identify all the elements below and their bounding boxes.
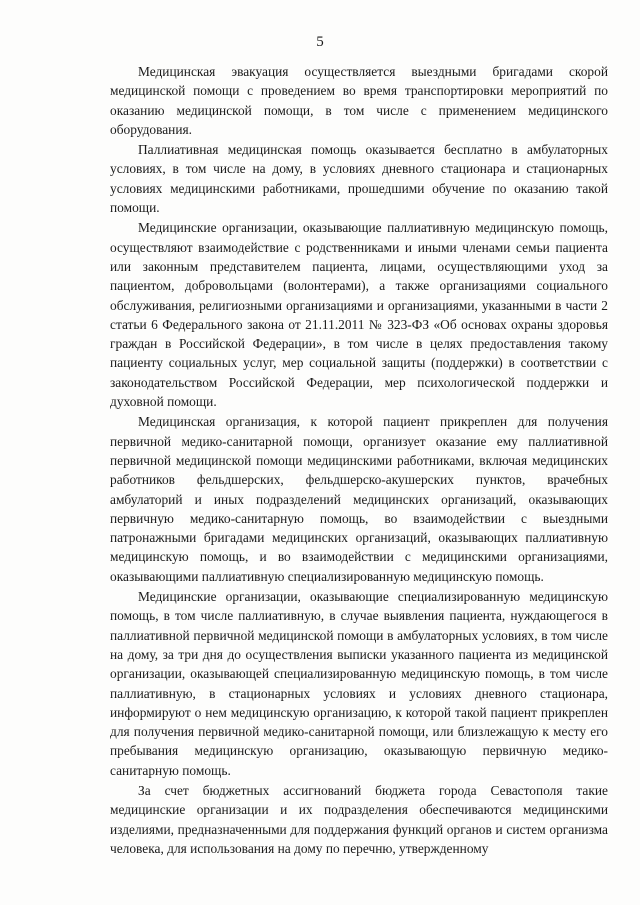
paragraph-budget-funding: За счет бюджетных ассигнований бюджета города Севастополя такие медицинские организации и их подразделения обеспечиваются медицинскими изделиями, предназначенными для поддержания функций органов и систем организма человека, для использования на дому по перечню, утвержденному: [110, 782, 608, 856]
paragraph-specialized-care: Медицинские организации, оказывающие специализированную медицинскую помощь, в том числе паллиативную, в случае выявления пациента, нуждающегося в паллиативной первичной медицинской помощи в амбулаторных условиях, в том числе на дому, за три дня до осуществления выписки указанного пациента из медицинской организации, оказывающей специализированную медицинскую помощь, в том числе паллиативную, в стационарных условиях и условиях дневного стационара, информируют о нем медицинскую организацию, к которой такой пациент прикреплен для получения первичной медико-санитарной помощи, или близлежащую к месту его пребывания медицинскую организацию, оказывающую первичную медико-санитарную помощь.: [110, 589, 608, 778]
paragraph-palliative-care: Паллиативная медицинская помощь оказывается бесплатно в амбулаторных условиях, в том числе на дому, в условиях дневного стационара и стационарных условиях медицинскими работниками, прошедшими обучение по оказанию такой помощи.: [110, 142, 608, 216]
page-number: 5: [316, 34, 324, 50]
paragraph-primary-care-organization: Медицинская организация, к которой пациент прикреплен для получения первичной медико-санитарной помощи, организует оказание ему паллиативной первичной медицинской помощи медицинскими работниками, включая медицинских работников фельдшерских, фельдшерско-акушерских пунктов, врачебных амбулаторий и иных подразделений медицинских организаций, оказывающих первичную медико-санитарную помощь, во взаимодействии с выездными патронажными бригадами медицинских организаций, оказывающих паллиативную медицинскую помощь, и во взаимодействии с медицинскими организациями, оказывающими паллиативную специализированную медицинскую помощь.: [110, 414, 608, 584]
paragraph-medical-evacuation: Медицинская эвакуация осуществляется выездными бригадами скорой медицинской помощи с проведением во время транспортировки мероприятий по оказанию медицинской помощи, в том числе с применением медицинского оборудования.: [110, 64, 608, 137]
document-body: [110, 62, 608, 858]
paragraph-organizations-interaction: Медицинские организации, оказывающие паллиативную медицинскую помощь, осуществляют взаимодействие с родственниками и иными членами семьи пациента или законным представителем пациента, лицами, осуществляющими уход за пациентом, добровольцами (волонтерами), а также организациями социального обслуживания, религиозными организациями и организациями, указанными в части 2 статьи 6 Федерального закона от 21.11.2011 № 323-ФЗ «Об основах охраны здоровья граждан в Российской Федерации», в том числе в целях предоставления такому пациенту социальных услуг, мер социальной защиты (поддержки) в соответствии с законодательством Российской Федерации, мер психологической поддержки и духовной помощи.: [110, 220, 608, 410]
